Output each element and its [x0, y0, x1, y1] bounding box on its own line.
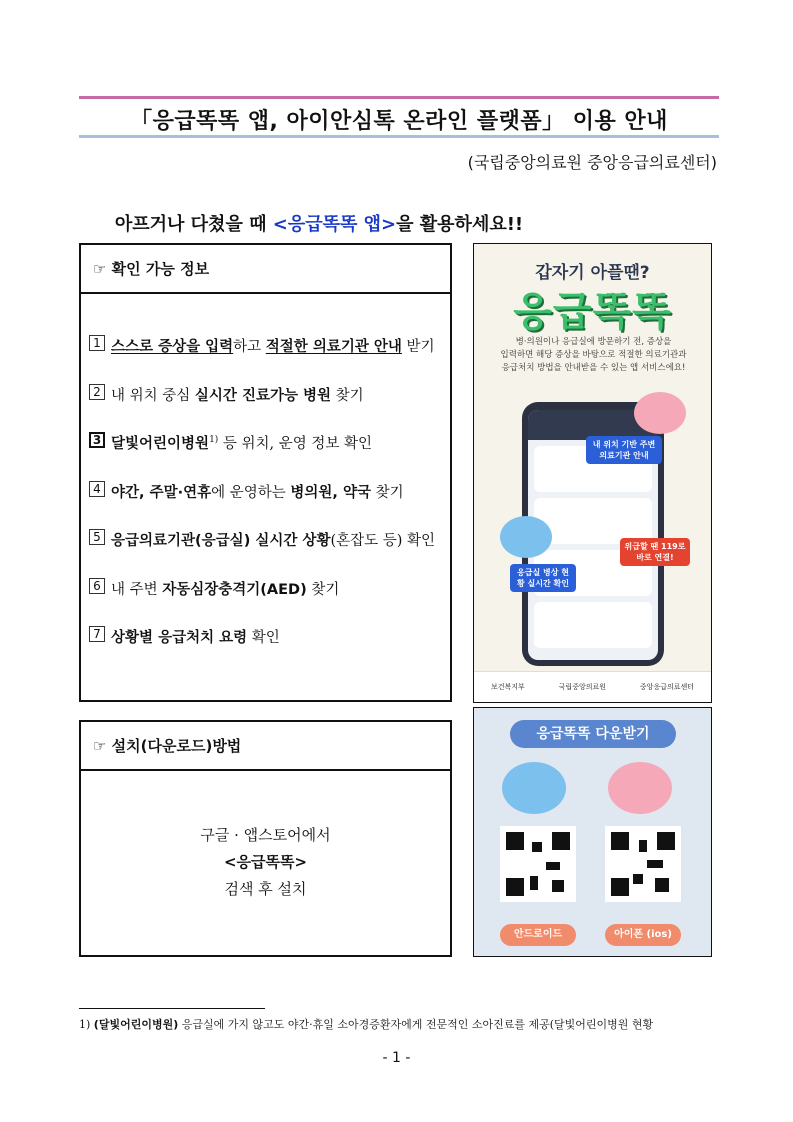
- download-poster: [473, 707, 712, 957]
- list-item: [89, 529, 435, 578]
- blue-bear-icon: [500, 516, 552, 558]
- android-store-label: 안드로이드: [500, 924, 576, 946]
- item-text: 등 위치, 운영 정보 확인: [218, 436, 373, 452]
- title-top-rule: [79, 96, 719, 99]
- item-text-bold: 스스로 증상을 입력: [111, 339, 234, 355]
- item-text: 하고: [233, 339, 266, 355]
- info-box: [79, 243, 452, 702]
- info-list: [89, 335, 435, 675]
- info-box-heading: ☞ 확인 가능 정보: [81, 245, 450, 294]
- footnote-text: 응급실에 가지 않고도 야간·휴일 소아경증환자에게 전문적인 소아진료를 제공(달빛어린이병원 현황: [178, 1018, 654, 1031]
- qr-code-ios: [605, 826, 681, 902]
- poster-desc-line: 응급처치 방법을 안내받을 수 있는 앱 서비스에요!: [501, 363, 686, 373]
- item-text-bold: 달빛어린이병원: [111, 436, 210, 452]
- footnote-ref: 1): [209, 435, 219, 446]
- list-item: [89, 335, 435, 384]
- item-text-bold: 실시간 진료가능 병원: [194, 387, 332, 404]
- list-item: [89, 626, 435, 675]
- item-number: 6: [89, 578, 105, 594]
- item-number: 2: [89, 384, 105, 400]
- list-item: [89, 432, 435, 481]
- poster-bubble-location: 내 위치 기반 주변 의료기관 안내: [586, 436, 662, 464]
- poster-bubble-119: 위급할 땐 119로 바로 연결!: [620, 538, 690, 566]
- subtitle-before: 아프거나 다쳤을 때: [114, 214, 273, 235]
- footnote: [79, 1016, 719, 1032]
- item-text: 내 주변: [111, 581, 163, 598]
- logo-mohw: 보건복지부: [490, 683, 525, 691]
- item-number: 4: [89, 481, 105, 497]
- install-line-1: 구글 · 앱스토어에서: [200, 826, 331, 844]
- item-text-bold: 응급의료기관(응급실) 실시간 상황: [111, 533, 331, 549]
- footnote-term: (달빛어린이병원): [93, 1018, 179, 1031]
- app-poster: [473, 243, 712, 703]
- item-text: 찾기: [331, 387, 364, 404]
- footnote-number: 1): [79, 1018, 91, 1031]
- item-text: 찾기: [306, 581, 340, 598]
- item-text: 내 위치 중심: [111, 387, 195, 404]
- blue-bear-icon: [502, 762, 566, 814]
- source-org: (국립중앙의료원 중앙응급의료센터): [467, 153, 717, 172]
- item-text: 받기: [401, 339, 435, 355]
- item-text: 에 운영하는: [211, 484, 291, 501]
- poster-bubble-er: 응급실 병상 현황 실시간 확인: [510, 564, 576, 592]
- item-number: 5: [89, 529, 105, 545]
- list-item: [89, 384, 435, 433]
- list-item: [89, 481, 435, 530]
- item-text: 찾기: [370, 484, 404, 501]
- item-number: 1: [89, 335, 105, 351]
- subtitle: [79, 210, 559, 236]
- page-title: 「응급똑똑 앱, 아이안심톡 온라인 플랫폼」 이용 안내: [130, 109, 668, 134]
- ios-store-label: 아이폰 (ios): [605, 924, 681, 946]
- poster-brand: 응급똑똑: [513, 289, 672, 335]
- qr-code-android: [500, 826, 576, 902]
- pink-bear-icon: [608, 762, 672, 814]
- install-instructions: [81, 822, 450, 903]
- item-text-bold: 야간, 주말·연휴: [111, 484, 212, 501]
- poster-headline: 갑자기 아플땐?: [535, 263, 650, 283]
- poster-desc-line: 병·의원이나 응급실에 방문하기 전, 증상을: [515, 337, 672, 347]
- item-text-bold: 병의원, 약국: [290, 484, 371, 501]
- pink-bear-icon: [634, 392, 686, 434]
- poster-description: [480, 336, 707, 375]
- item-text: (혼잡도 등) 확인: [330, 533, 436, 549]
- list-item: [89, 578, 435, 627]
- install-box: [79, 720, 452, 957]
- page-number: - 1 -: [382, 1050, 411, 1066]
- subtitle-highlight: <응급똑똑 앱>: [272, 214, 397, 235]
- install-line-3: 검색 후 설치: [224, 880, 307, 898]
- poster-logos: [474, 671, 711, 702]
- item-text-bold: 적절한 의료기관 안내: [265, 339, 402, 355]
- install-line-2: <응급똑똑>: [223, 853, 308, 871]
- download-banner: 응급똑똑 다운받기: [510, 720, 676, 748]
- footnote-divider: [79, 1008, 265, 1009]
- poster-desc-line: 입력하면 해당 증상을 바탕으로 적절한 의료기관과: [500, 350, 687, 360]
- item-number: 7: [89, 626, 105, 642]
- item-text-bold: 상황별 응급처치 요령: [111, 630, 248, 646]
- item-text-bold: 자동심장충격기(AED): [162, 581, 307, 598]
- logo-nmc: 국립중앙의료원: [558, 683, 607, 691]
- install-box-heading: ☞ 설치(다운로드)방법: [81, 722, 450, 771]
- item-text: 확인: [247, 630, 280, 646]
- logo-nemc: 중앙응급의료센터: [639, 683, 695, 691]
- title-bottom-rule: [79, 135, 719, 138]
- subtitle-after: 을 활용하세요!!: [396, 214, 524, 235]
- item-number: 3: [89, 432, 105, 448]
